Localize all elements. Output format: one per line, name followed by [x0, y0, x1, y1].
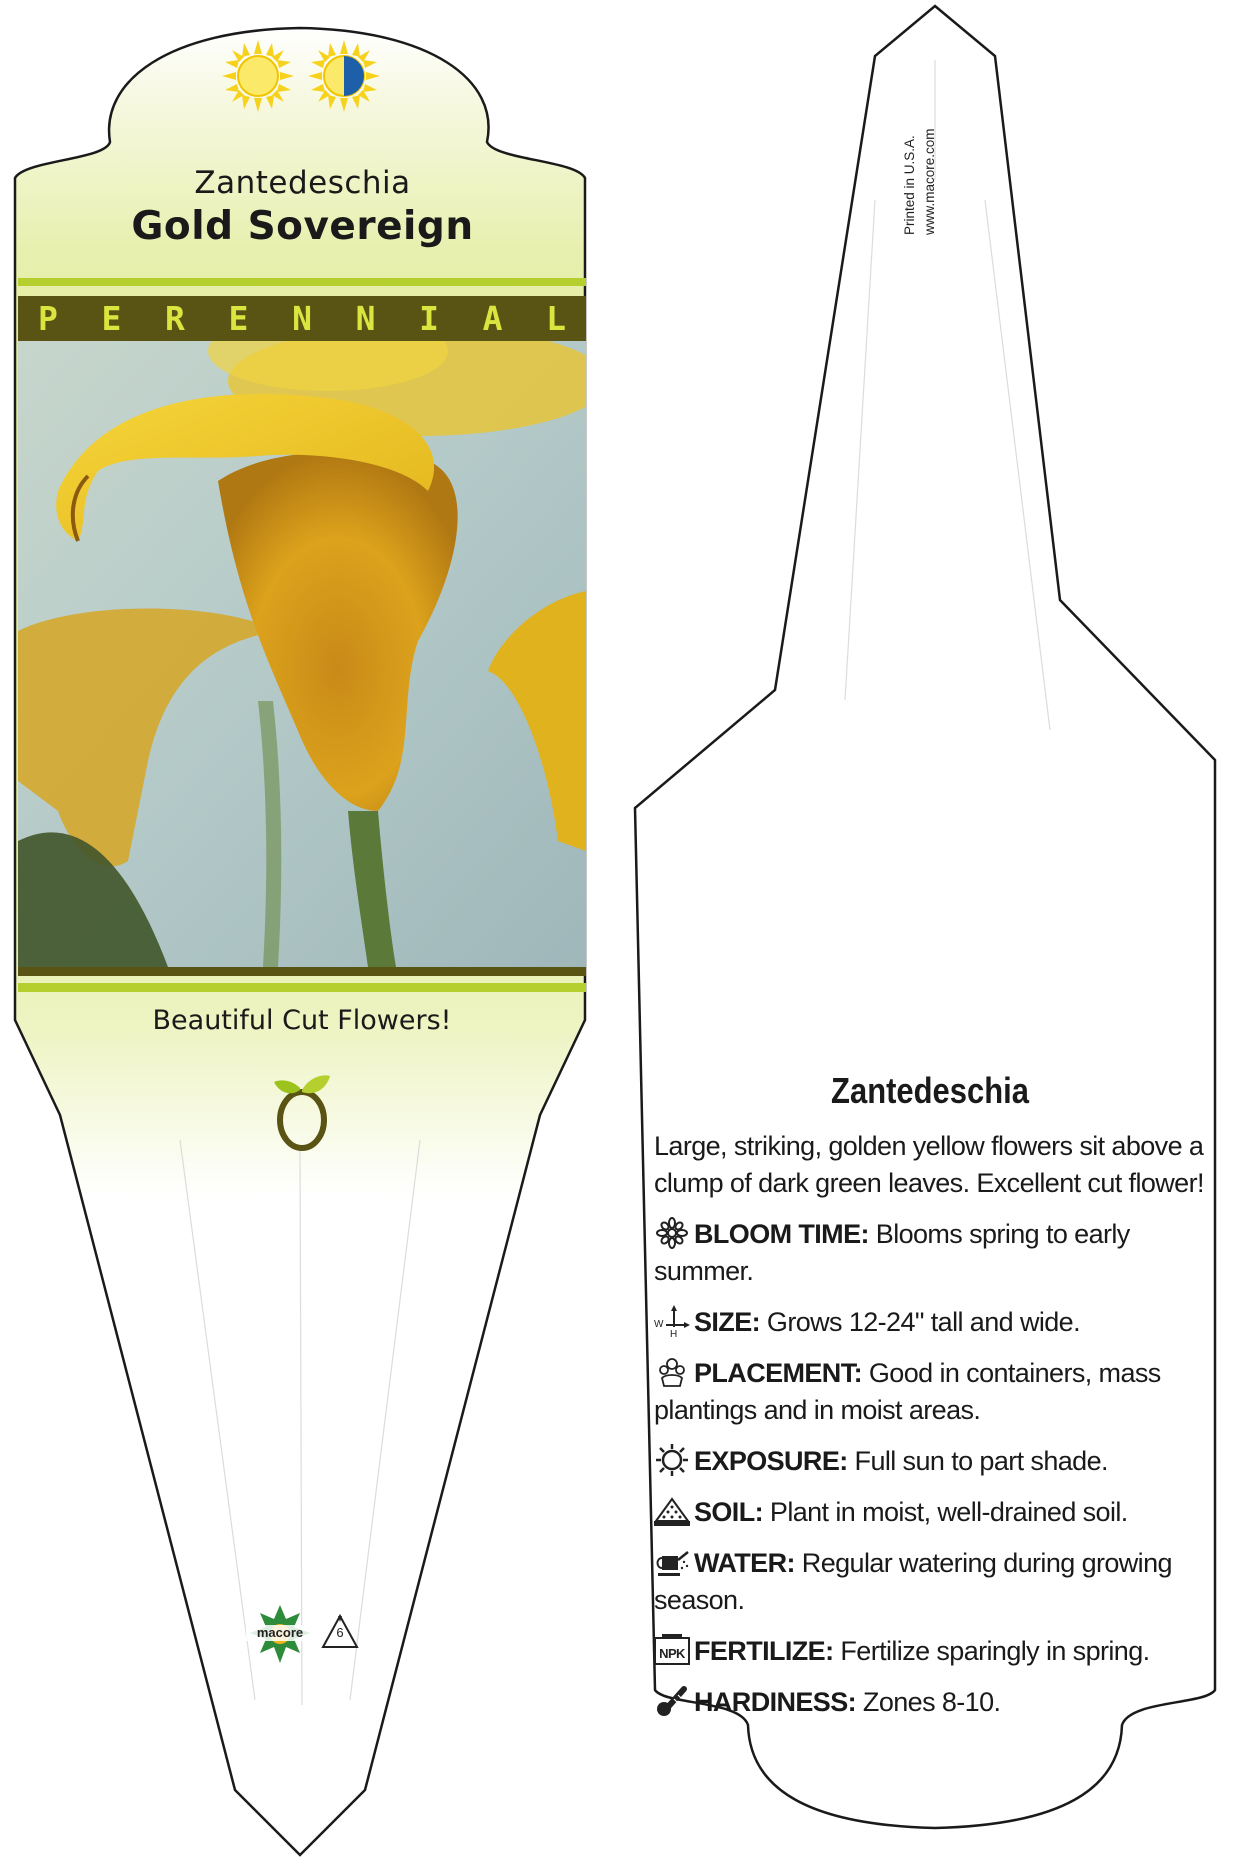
plant-photo	[18, 341, 586, 967]
category-letter: I	[419, 299, 439, 338]
attribute-label: BLOOM TIME:	[694, 1219, 869, 1249]
size-w-letter: W	[654, 1319, 663, 1330]
divider-line	[18, 967, 586, 976]
attribute-value: Plant in moist, well-drained soil.	[769, 1497, 1128, 1527]
category-letter: E	[228, 299, 249, 338]
category-letter: E	[101, 299, 122, 338]
attribute-value: Good in containers, mass plantings and in moist areas.	[654, 1358, 1161, 1425]
npk-text: NPK	[659, 1646, 685, 1661]
attribute-soil	[654, 1494, 1214, 1531]
category-letter: L	[546, 299, 566, 338]
size-icon	[654, 1305, 690, 1337]
attribute-label: PLACEMENT:	[694, 1358, 862, 1388]
attribute-label: WATER:	[694, 1548, 795, 1578]
attribute-label: SIZE:	[694, 1307, 761, 1337]
attribute-value: Zones 8-10.	[862, 1687, 1001, 1717]
divider-line	[18, 983, 586, 992]
attribute-value: Full sun to part shade.	[854, 1446, 1108, 1476]
calla-lily-illustration	[18, 341, 586, 967]
attribute-water	[654, 1545, 1214, 1619]
attribute-placement	[654, 1355, 1214, 1429]
full-sun-icon	[222, 40, 294, 112]
printed-origin: Printed in U.S.A.	[902, 135, 917, 235]
genus-title: Zantedeschia	[194, 165, 411, 201]
category-letter: N	[355, 299, 376, 338]
attribute-label: HARDINESS:	[694, 1687, 857, 1717]
attribute-label: SOIL:	[694, 1497, 763, 1527]
thermometer-icon	[654, 1685, 690, 1717]
attribute-size	[654, 1304, 1214, 1341]
recycle-symbol	[320, 1613, 360, 1653]
category-letter: N	[292, 299, 312, 338]
back-title: Zantedeschia	[831, 1070, 1029, 1111]
placement-icon	[654, 1356, 690, 1388]
size-h-letter: H	[670, 1329, 677, 1337]
attribute-value: Blooms spring to early summer.	[654, 1219, 1130, 1286]
description: Large, striking, golden yellow flowers sit above a clump of dark green leaves. Excellent cut flower!	[654, 1131, 1204, 1198]
brand-logo	[246, 1603, 314, 1665]
category-band	[18, 296, 586, 341]
attribute-value: Fertilize sparingly in spring.	[840, 1636, 1150, 1666]
tagline: Beautiful Cut Flowers!	[152, 1005, 452, 1036]
part-shade-sun-icon	[308, 40, 380, 112]
exposure-icons	[222, 40, 382, 110]
npk-icon	[654, 1634, 690, 1666]
attribute-exposure	[654, 1443, 1214, 1480]
flower-icon	[654, 1217, 690, 1249]
divider-line	[18, 278, 586, 286]
category-letter: P	[38, 299, 58, 338]
brand-name: macore	[256, 1625, 304, 1640]
attribute-value: Grows 12-24" tall and wide.	[766, 1307, 1080, 1337]
attribute-bloom-time	[654, 1216, 1214, 1290]
attribute-label: EXPOSURE:	[694, 1446, 848, 1476]
category-letter: R	[165, 299, 185, 338]
variety-title: Gold Sovereign	[131, 204, 474, 249]
attribute-hardiness	[654, 1684, 1214, 1721]
category-letter: A	[482, 299, 503, 338]
attribute-fertilize	[654, 1633, 1214, 1670]
printed-website: www.macore.com	[922, 128, 937, 235]
attribute-label: FERTILIZE:	[694, 1636, 834, 1666]
printed-info	[900, 65, 950, 235]
attribute-value: Regular watering during growing season.	[654, 1548, 1172, 1615]
sun-outline-icon	[654, 1444, 690, 1476]
care-info	[654, 1128, 1214, 1735]
soil-icon	[654, 1495, 690, 1527]
seed-logo-icon	[270, 1068, 334, 1154]
watering-can-icon	[654, 1546, 690, 1578]
recycle-number: 6	[336, 1625, 344, 1640]
